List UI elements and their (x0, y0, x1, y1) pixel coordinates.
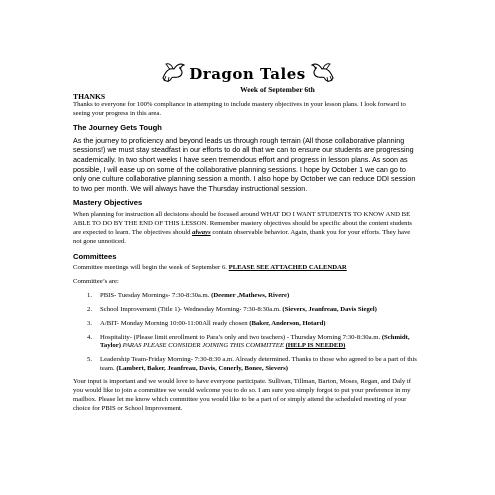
item-members: (Baker, Anderson, Hotard) (249, 319, 326, 327)
newsletter-body (73, 92, 418, 414)
journey-heading: The Journey Gets Tough (73, 122, 162, 132)
mastery-text (73, 211, 418, 247)
calendar-notice: PLEASE SEE ATTACHED CALENDAR (228, 264, 347, 271)
item-number: 2. (87, 305, 93, 313)
help-needed-notice: (HELP IS NEEDED) (285, 342, 346, 350)
journey-section (73, 123, 418, 194)
thanks-text: Thanks to everyone for 100% compliance in attempting to include mastery objectives in your lesson plans. I look forward to seeing your progress in this area. (73, 101, 406, 117)
mastery-heading: Mastery Objectives (73, 198, 143, 208)
list-item (73, 320, 418, 329)
list-item (73, 292, 418, 301)
item-members: (Schmidt, Taylor) (100, 333, 410, 350)
item-members: (Deemer ,Mathews, Rivere) (211, 291, 290, 299)
newsletter-week: Week of September 6th (240, 85, 315, 94)
item-text: School Improvement (Title 1)- Wednesday Morning- 7:30-8:30a.m. (100, 305, 283, 313)
item-text: Leadership Team-Friday Morning- 7:30-8:30 a.m. Already determined. Thanks to those who agreed to be a part of this team. (100, 356, 417, 373)
committees-heading: Committees (73, 252, 117, 261)
committees-intro-text: Committee meetings will begin the week of September 6. (73, 264, 229, 271)
item-text: PBIS- Tuesday Mornings- 7:30-8:30a.m. (100, 291, 212, 299)
item-number: 5. (87, 356, 93, 364)
committees-are: Committee’s are: (73, 277, 119, 285)
item-members: (Lambert, Baker, Jeanfreau, Davis, Conerly, Bonee, Sievers) (116, 365, 288, 373)
item-number: 1. (87, 291, 93, 299)
thanks-heading: THANKS (73, 92, 106, 101)
item-number: 4. (87, 333, 93, 341)
newsletter-title: Dragon Tales (189, 65, 306, 83)
journey-text: As the journey to proficiency and beyond leads us through rough terrain (All those collaborative planning sessions!) we must stay steadfast in our efforts to do all that we can to ensure our students are progressing academically. In two short weeks I have seen tremendous effort and progress in lesson plans. As soon as possible, I will ease up on some of the collaborative planning sessions. I hope by October 1 we can go to only one culture collaborative planning session a month. I also hope by October we can reduce DDI session to two per month. We will always have the Thursday instructional session. (73, 135, 416, 193)
thanks-section (73, 92, 418, 119)
committees-intro (73, 264, 418, 273)
committee-list (73, 292, 418, 374)
item-text: Hospitality- (Please limit enrollment to Para’s only and two teachers) - Thursday Morning 7:30-8:30a.m. (100, 333, 382, 341)
item-number: 3. (87, 319, 93, 327)
mastery-text-a: When planning for instruction all decisions should be focused around WHAT DO I WANT STUDENTS TO KNOW AND BE ABLE TO DO BY THE END OF THIS LESSON. Remember mastery objectives should be specific about the content students are expected to learn. The objectives should (73, 211, 412, 237)
mastery-emphasis: always (192, 229, 211, 237)
list-item (73, 356, 418, 374)
masthead (0, 60, 495, 96)
item-members: (Sievers, Jeanfreau, Davis Siegel) (282, 305, 377, 313)
item-extra: PARAS PLEASE CONSIDER JOINING THIS COMMITTEE (120, 342, 286, 350)
mastery-text-b: contain observable behavior. Again, thank you for your efforts. They have not gone unnoticed. (73, 229, 411, 246)
list-item (73, 306, 418, 315)
committees-section (73, 252, 418, 414)
committees-closing: Your input is important and we would love to have everyone participate. Sullivan, Tillman, Barton, Moses, Regan, and Daly if you would like to join a committee we would welcome you to do so. I am sure you simply forgot to put your preference in my mailbox. Please let me know which committee you would like to be a part of or simply attend the scheduled meeting of your choice for PBIS or School Improvement. (73, 378, 411, 412)
mastery-section (73, 198, 418, 247)
item-text: A/BIT- Monday Morning 10:00-11:00All ready chosen (100, 319, 250, 327)
list-item (73, 334, 418, 352)
